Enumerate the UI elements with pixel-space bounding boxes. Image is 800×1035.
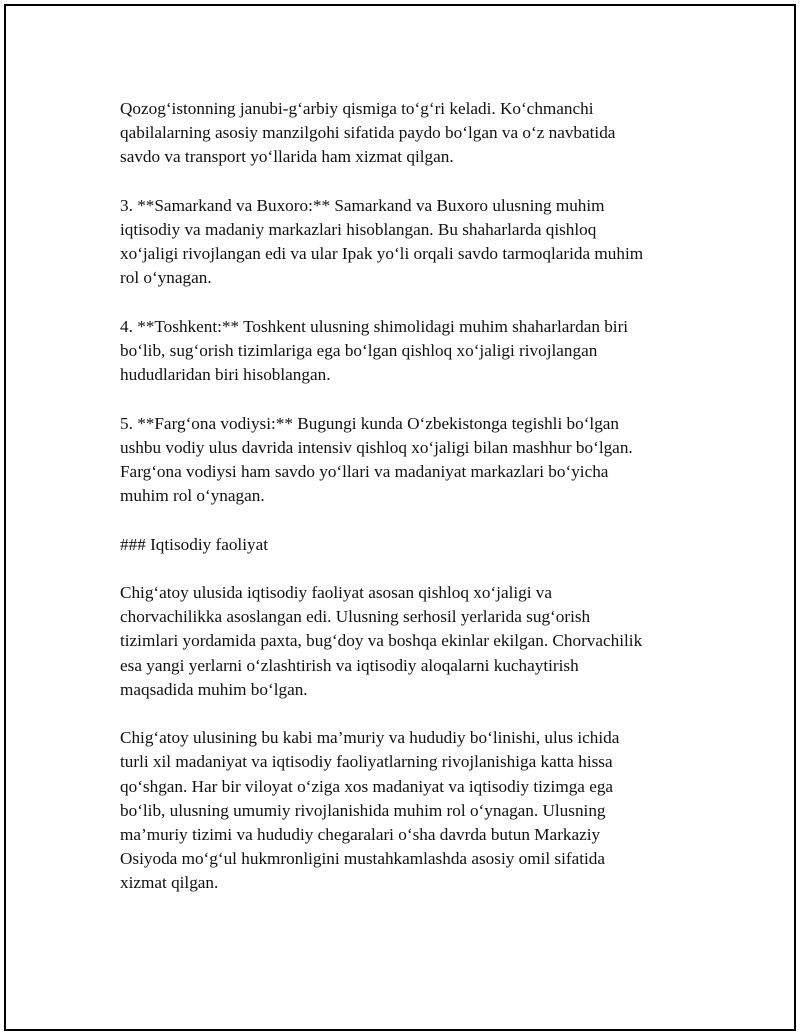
page-frame (4, 4, 796, 1031)
paragraph-conclusion: Chig‘atoy ulusining bu kabi ma’muriy va hududiy bo‘linishi, ulus ichida turli xil madaniyat va iqtisodiy faoliyatlarning rivojlanishiga katta hissa qo‘shgan. Har bir viloyat o‘ziga xos madaniyat va iqtisodiy tizimga ega bo‘lib, ulusning umumiy rivojlanishida muhim rol o‘ynagan. Ulusning ma’muriy tizimi va hududiy chegaralari o‘sha davrda butun Markaziy Osiyoda mo‘g‘ul hukmronligini mustahkamlashda asosiy omil sifatida xizmat qilgan. (120, 728, 620, 893)
paragraph-intro-continuation: Qozog‘istonning janubi-g‘arbiy qismiga to‘g‘ri keladi. Ko‘chmanchi qabilalarning asosiy manzilgohi sifatida paydo bo‘lgan va o‘z navbatida savdo va transport yo‘llarida ham xizmat qilgan. (120, 99, 616, 167)
document-body (120, 97, 700, 920)
section-heading-iqtisodiy-faoliyat: ### Iqtisodiy faoliyat (120, 534, 268, 554)
paragraph-economic-activity: Chig‘atoy ulusida iqtisodiy faoliyat asosan qishloq xo‘jaligi va chorvachilikka asoslangan edi. Ulusning serhosil yerlarida sug‘orish tizimlari yordamida paxta, bug‘doy va boshqa ekinlar ekilgan. Chorvachilik esa yangi yerlarni o‘zlashtirish va iqtisodiy aloqalarni kuchaytirish maqsadida muhim bo‘lgan. (120, 582, 643, 699)
list-item-fargona-vodiysi: 5. **Farg‘ona vodiysi:** Bugungi kunda O‘zbekistonga tegishli bo‘lgan ushbu vodiy ulus davrida intensiv qishloq xo‘jaligi bilan mashhur bo‘lgan. Farg‘ona vodiysi ham savdo yo‘llari va madaniyat markazlari bo‘yicha muhim rol o‘ynagan. (120, 413, 633, 506)
list-item-samarkand-buxoro: 3. **Samarkand va Buxoro:** Samarkand va Buxoro ulusning muhim iqtisodiy va madaniy markazlari hisoblangan. Bu shaharlarda qishloq xo‘jaligi rivojlangan edi va ular Ipak yo‘li orqali savdo tarmoqlarida muhim rol o‘ynagan. (120, 195, 644, 288)
list-item-toshkent: 4. **Toshkent:** Toshkent ulusning shimolidagi muhim shaharlardan biri bo‘lib, sug‘orish tizimlariga ega bo‘lgan qishloq xo‘jaligi rivojlangan hududlaridan biri hisoblangan. (120, 316, 629, 385)
